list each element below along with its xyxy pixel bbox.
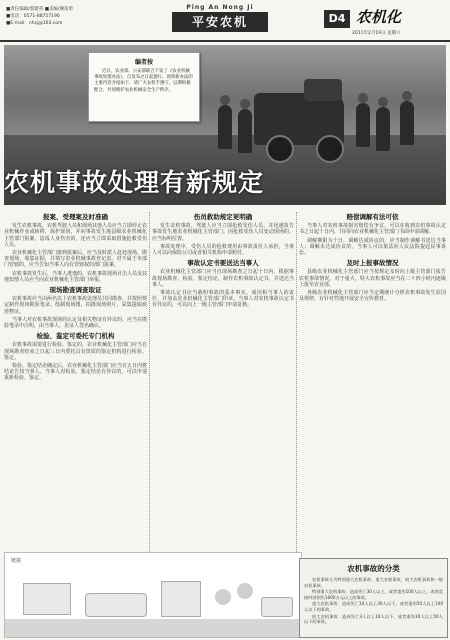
section-heading: 现场勘查调查取证 — [49, 286, 102, 295]
article-paragraph: 农机事故需要进行检验、鉴定的，农业机械化主管部门应当自现场勘查结束之日起三日内委托具有资质的鉴定机构进行检验、鉴定。 — [4, 342, 147, 361]
masthead — [0, 0, 450, 42]
person-figure — [400, 101, 414, 145]
person-figure — [356, 103, 370, 147]
article-paragraph: 各级农业机械化主管部门应当定期统计分析农机事故发生原因及规律，有针对性地开展安全宣传教育。 — [299, 290, 446, 303]
ground-shape — [5, 619, 301, 637]
wheel-shape — [316, 135, 344, 163]
person-figure — [218, 105, 232, 149]
article-paragraph: 农业机械化主管部门接到报案后，应当及时派人赶赴现场，勘查现场，收集证据，并填写农业机械事故登记表。对不属于本部门管辖的，应当告知当事人向有管辖权的部门报案。 — [4, 250, 147, 269]
building-shape — [23, 583, 71, 615]
classification-paragraph: 农机事故分为特别重大农机事故、重大农机事故、较大农机事故和一般农机事故。 — [304, 577, 443, 588]
tractor-shape — [85, 593, 147, 617]
editor-note-heading: 编者按 — [134, 59, 153, 66]
article-paragraph: 当事人对农机事故现场的认定及相关物证有异议的，应当在勘验笔录中注明，由当事人、见证人签名确认。 — [4, 316, 147, 330]
person-figure — [238, 109, 252, 153]
section-heading: 检验、鉴定可委托专门机构 — [36, 332, 115, 341]
classification-box — [299, 558, 448, 638]
article-paragraph: 调解期限为十日，调解达成协议的，应当制作调解书送达当事人；调解未达成协议的，当事人可以依法向人民法院提起民事诉讼。 — [299, 237, 446, 257]
editor-line: ■责任编辑/郭建英 ■美编/谢富勇 — [6, 7, 73, 12]
illustration-label: 链接 — [11, 558, 22, 564]
article-paragraph: 事故处理中，受伤人员的抢救费用由事故责任人承担，当事人可以向保险公司或者相关机构申请赔付。 — [152, 243, 294, 257]
editor-line: ■E-mail：nhcj@163.com — [6, 21, 63, 26]
editor-note-box — [88, 52, 200, 122]
article-paragraph: 事故认定书应当载明事故的基本事实、成因和当事人的责任，并加盖农业机械化主管部门印章。当事人对农机事故认定书有异议的，可以向上一级主管部门申请复核。 — [152, 290, 294, 309]
article-paragraph: 当事人对农机事故损害赔偿有争议，可以在收到农机事故认定书之日起十日内，共同向农业机械化主管部门书面申请调解。 — [299, 223, 446, 236]
tree-shape — [215, 589, 231, 605]
article-paragraph: 农机事故应当由两名以上农机事故处理员共同勘查，并按照规定制作现场勘验笔录、绘制现场图、拍摄现场照片，采集提取痕迹物证。 — [4, 296, 147, 315]
person-figure — [376, 107, 390, 151]
section-heading: 及时上报事故情况 — [346, 259, 399, 268]
vehicle-shape — [261, 597, 293, 617]
article-paragraph: 发生农机事故，驾驶人应当立即抢救受伤人员，并迅速报告事故发生地农业机械化主管部门。因抢救受伤人员变动现场的，应当标明位置。 — [152, 223, 294, 242]
classification-paragraph: 较大农机事故：造成死亡3人以上10人以下，或者重伤10人以上50人以下的事故。 — [304, 613, 443, 625]
article-paragraph: 农业机械化主管部门应当自现场勘查之日起十日内，根据事故现场勘查、检验、鉴定结论，制作农机事故认定书，并送达当事人。 — [152, 269, 294, 288]
editor-info — [6, 6, 98, 27]
building-shape — [161, 581, 201, 617]
section-title: 平安农机 — [172, 12, 268, 32]
headline: 农机事故处理有新规定 — [4, 168, 265, 197]
section-heading: 事故认定书要送达当事人 — [187, 259, 259, 268]
editor-note-body: 近日，农业部、公安部联合下发了《农业机械事故处理办法》，自发布之日起施行。现将新办法的主要内容介绍如下，请广大农机手遵守，以期积极配合，共同维护农业机械安全生产秩序。 — [94, 69, 193, 93]
hero-photo — [4, 45, 446, 205]
classification-paragraph: 特别重大农机事故：造成死亡30人以上，或者重伤100人以上，或者直接经济损失1000万元以上的事故。 — [304, 589, 443, 600]
article-paragraph: 县级农业机械化主管部门应当按规定及时向上级主管部门报告农机事故情况，对于重大、特大农机事故应当在二十四小时内逐级上报至农业部。 — [299, 269, 446, 288]
illustration — [4, 552, 302, 638]
classification-title: 农机事故的分类 — [347, 564, 400, 573]
editor-line: ■电话：0571-88757190 — [6, 14, 60, 19]
section-heading: 赔偿调解有法可依 — [346, 213, 399, 221]
tractor-cab-shape — [304, 79, 342, 101]
wheel-shape — [266, 135, 294, 163]
section-heading: 伤员救助规定更明确 — [193, 213, 253, 221]
classification-paragraph: 重大农机事故：造成死亡10人以上30人以下，或者重伤50人以上100人以下的事故。 — [304, 601, 443, 612]
section-pinyin: Ping An Nong Ji — [186, 4, 254, 11]
date-line: 2011年2月19日 星期六 — [352, 31, 401, 36]
article-paragraph: 发生农机事故，农机驾驶人员和现场其他人员应当立即停止农业机械作业或转移，保护现场，并向事故发生地县级农业机械化主管部门报案，造成人身伤害的，还应当立即采取措施抢救受伤人员。 — [4, 223, 147, 248]
article-paragraph: 检验、鉴定结论确定后，农业机械化主管部门应当在五日内将结论告知当事人。当事人对检验、鉴定结论有异议的，可以申请重新检验、鉴定。 — [4, 363, 147, 382]
section-heading: 报案、受理案及时准确 — [43, 213, 108, 221]
tree-shape — [237, 583, 253, 599]
page-number: D4 — [324, 10, 350, 28]
supplement-title: 农机化 — [356, 8, 402, 26]
article-paragraph: 农机事故发生后，当事人逃逸的，农机事故现场目击人员及其他知情人员应当向农业机械化主管部门举报。 — [4, 270, 147, 283]
